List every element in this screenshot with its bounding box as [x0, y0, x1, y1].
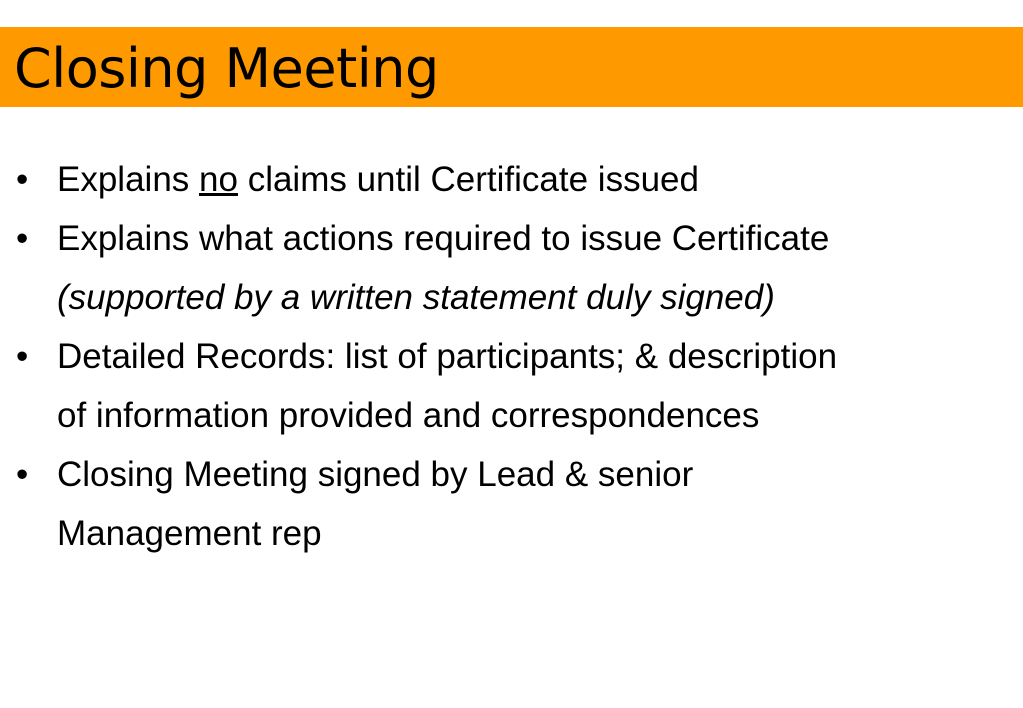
bullet-icon: • — [16, 337, 29, 376]
bullet-text-line2: of information provided and correspondences — [57, 396, 760, 435]
bullet-list — [0, 150, 1023, 563]
bullet-icon: • — [16, 219, 29, 258]
bullet-text-line2: Management rep — [57, 514, 322, 553]
bullet-text-line1: Explains what actions required to issue Certificate — [57, 219, 830, 258]
bullet-icon: • — [16, 160, 29, 199]
slide-title: Closing Meeting — [14, 37, 439, 100]
title-bar — [0, 27, 1023, 107]
bullet-item-no-claims — [0, 150, 1023, 209]
bullet-text-italic-note: (supported by a written statement duly signed) — [57, 278, 775, 317]
bullet-text-line1: Closing Meeting signed by Lead & senior — [57, 455, 694, 494]
bullet-item-actions-required — [0, 209, 1023, 327]
bullet-text-underlined: no — [199, 160, 238, 199]
bullet-text-after: claims until Certificate issued — [237, 160, 699, 199]
bullet-text-before: Explains — [57, 160, 200, 199]
bullet-icon: • — [16, 455, 29, 494]
bullet-text-line1: Detailed Records: list of participants; & description — [57, 337, 838, 376]
bullet-item-signed-by-lead — [0, 445, 1023, 563]
bullet-item-detailed-records — [0, 327, 1023, 445]
